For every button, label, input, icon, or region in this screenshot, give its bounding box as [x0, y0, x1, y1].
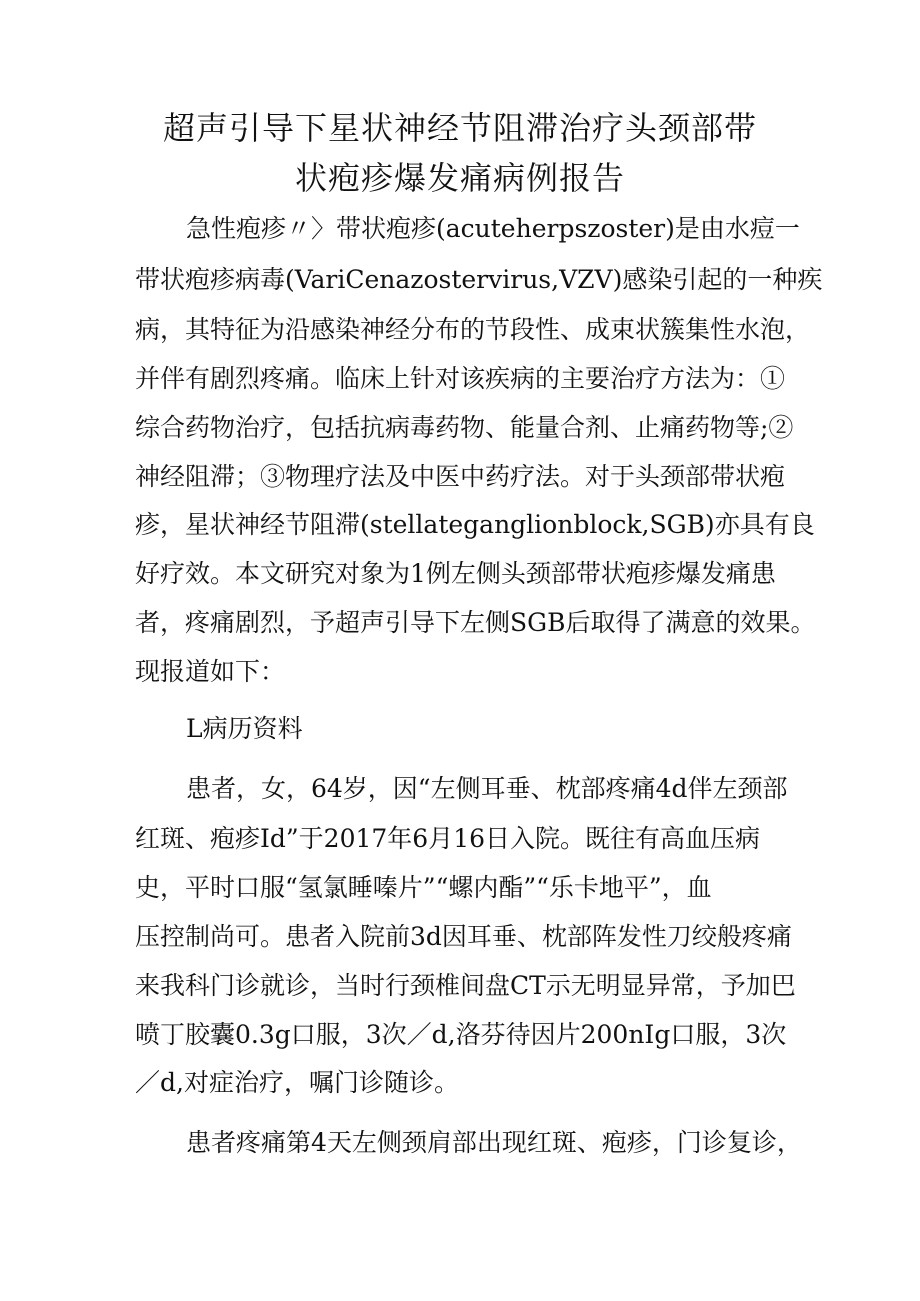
paragraph-line: 患者，女，64岁，因“左侧耳垂、枕部疼痛4d伴左颈部 [186, 774, 788, 803]
paragraph-line: 红斑、疱疹Id”于2017年6月16日入院。既往有高血压病 [135, 824, 761, 853]
paragraph-line: 病，其特征为沿感染神经分布的节段性、成束状簇集性水泡， [135, 315, 811, 344]
document-title-line-1: 超声引导下星状神经节阻滞治疗头颈部带 [162, 109, 757, 147]
document-title-line-2: 状疱疹爆发痛病例报告 [294, 159, 625, 197]
paragraph-line: 现报道如下： [135, 657, 286, 686]
section-heading-case-history: L病历资料 [186, 714, 303, 743]
paragraph-line: 患者疼痛第4天左侧颈肩部出现红斑、疱疹，门诊复诊， [186, 1128, 802, 1157]
paragraph-line: 神经阻滞；③物理疗法及中医中药疗法。对于头颈部带状疱 [135, 462, 786, 491]
paragraph-line: 好疗效。本文研究对象为1例左侧头颈部带状疱疹爆发痛患 [135, 559, 776, 588]
paragraph-line: 急性疱疹〃〉带状疱疹(acuteherpszoster)是由水痘一 [186, 214, 800, 243]
paragraph-line: 史，平时口服“氢氯睡嗪片”“螺内酯”“乐卡地平”，血 [135, 873, 712, 902]
paragraph-line: 综合药物治疗，包括抗病毒药物、能量合剂、止痛药物等;② [135, 413, 794, 442]
paragraph-line: 带状疱疹病毒(VariCenazostervirus,VZV)感染引起的一种疾 [135, 265, 823, 294]
paragraph-line: 并伴有剧烈疼痛。临床上针对该疾病的主要治疗方法为：① [135, 364, 786, 393]
paragraph-line: 压控制尚可。患者入院前3d因耳垂、枕部阵发性刀绞般疼痛 [135, 922, 792, 951]
paragraph-line: 喷丁胶囊0.3g口服，3次／d,洛芬待因片200nIg口服，3次 [135, 1020, 787, 1049]
paragraph-line: 者，疼痛剧烈，予超声引导下左侧SGB后取得了满意的效果。 [135, 608, 816, 637]
paragraph-line: 疹，星状神经节阻滞(stellateganglionblock,SGB)亦具有良 [135, 510, 815, 539]
paragraph-line: ／d,对症治疗，嘱门诊随诊。 [135, 1068, 459, 1097]
paragraph-line: 来我科门诊就诊，当时行颈椎间盘CT示无明显异常，予加巴 [135, 971, 796, 1000]
